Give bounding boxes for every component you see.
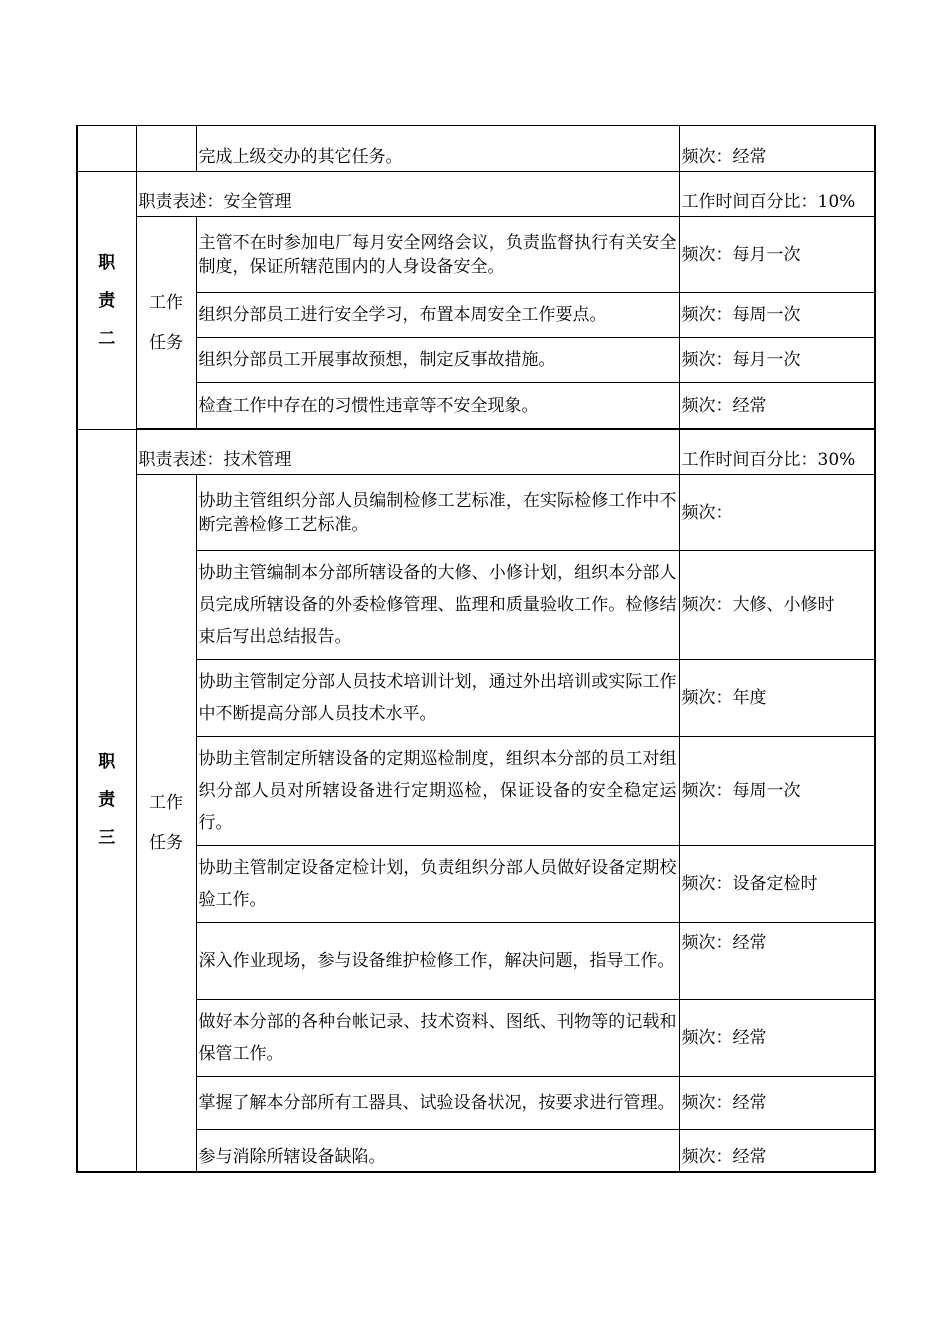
task-frequency: 频次：经常 [679,923,875,1000]
task-frequency: 频次：年度 [679,660,875,737]
table-row [77,1130,875,1172]
task-frequency: 频次：经常 [679,126,875,172]
task-frequency: 频次： [679,475,875,551]
table-row [77,660,875,737]
work-label-line: 任务 [149,332,183,353]
table-row [77,293,875,338]
work-label-line: 任务 [149,832,183,853]
task-text: 参与消除所辖设备缺陷。 [196,1130,679,1172]
table-row [77,1077,875,1130]
task-frequency: 频次：每周一次 [679,737,875,846]
table-row [77,172,875,217]
task-frequency: 频次：设备定检时 [679,846,875,923]
work-task-label [136,475,196,1172]
task-text: 主管不在时参加电厂每月安全网络会议，负责监督执行有关安全制度，保证所辖范围内的人身设备安全。 [196,217,679,293]
duty-label-char: 三 [98,828,116,849]
table-row [77,126,875,172]
duty-label-char: 职 [98,252,116,273]
duty-label-char: 责 [98,790,116,811]
table-row [77,1000,875,1077]
task-frequency: 频次：经常 [679,1077,875,1130]
task-text: 协助主管制定分部人员技术培训计划，通过外出培训或实际工作中不断提高分部人员技术水平。 [196,660,679,737]
task-text: 协助主管组织分部人员编制检修工艺标准，在实际检修工作中不断完善检修工艺标准。 [196,475,679,551]
work-label-line: 工作 [149,792,183,813]
task-text: 协助主管制定所辖设备的定期巡检制度，组织本分部的员工对组织分部人员对所辖设备进行定期巡检，保证设备的安全稳定运行。 [196,737,679,846]
task-frequency: 频次：每月一次 [679,338,875,383]
table-row [77,923,875,1000]
duty-table [76,125,876,1173]
table-row [77,430,875,475]
duty-description: 职责表述：技术管理 [136,430,679,475]
table-row [77,217,875,293]
task-text: 做好本分部的各种台帐记录、技术资料、图纸、刊物等的记载和保管工作。 [196,1000,679,1077]
task-frequency: 频次：每周一次 [679,293,875,338]
duty-label-3 [77,430,136,1172]
work-task-label [136,217,196,429]
duty-label-char: 责 [98,290,116,311]
task-text: 协助主管制定设备定检计划，负责组织分部人员做好设备定期校验工作。 [196,846,679,923]
task-text: 掌握了解本分部所有工器具、试验设备状况，按要求进行管理。 [196,1077,679,1130]
task-frequency: 频次：经常 [679,1130,875,1172]
task-text: 组织分部员工开展事故预想，制定反事故措施。 [196,338,679,383]
table-row [77,475,875,551]
time-percentage: 工作时间百分比：10% [679,172,875,217]
task-text: 协助主管编制本分部所辖设备的大修、小修计划，组织本分部人员完成所辖设备的外委检修管理、监理和质量验收工作。检修结束后写出总结报告。 [196,551,679,660]
table-row [77,338,875,383]
task-text: 组织分部员工进行安全学习，布置本周安全工作要点。 [196,293,679,338]
task-frequency: 频次：经常 [679,1000,875,1077]
blank-cell [136,126,196,172]
blank-cell [77,126,136,172]
task-frequency: 频次：大修、小修时 [679,551,875,660]
task-text: 深入作业现场，参与设备维护检修工作，解决问题，指导工作。 [196,923,679,1000]
table-row [77,551,875,660]
duty-label-char: 二 [98,328,116,349]
duty-label-2 [77,172,136,430]
duty-description: 职责表述：安全管理 [136,172,679,217]
duty-label-char: 职 [98,752,116,773]
task-frequency: 频次：经常 [679,383,875,429]
table-row [77,383,875,429]
work-label-line: 工作 [149,292,183,313]
task-frequency: 频次：每月一次 [679,217,875,293]
table-row [77,846,875,923]
time-percentage: 工作时间百分比：30% [679,430,875,475]
task-text: 完成上级交办的其它任务。 [196,126,679,172]
table-row [77,737,875,846]
task-text: 检查工作中存在的习惯性违章等不安全现象。 [196,383,679,429]
